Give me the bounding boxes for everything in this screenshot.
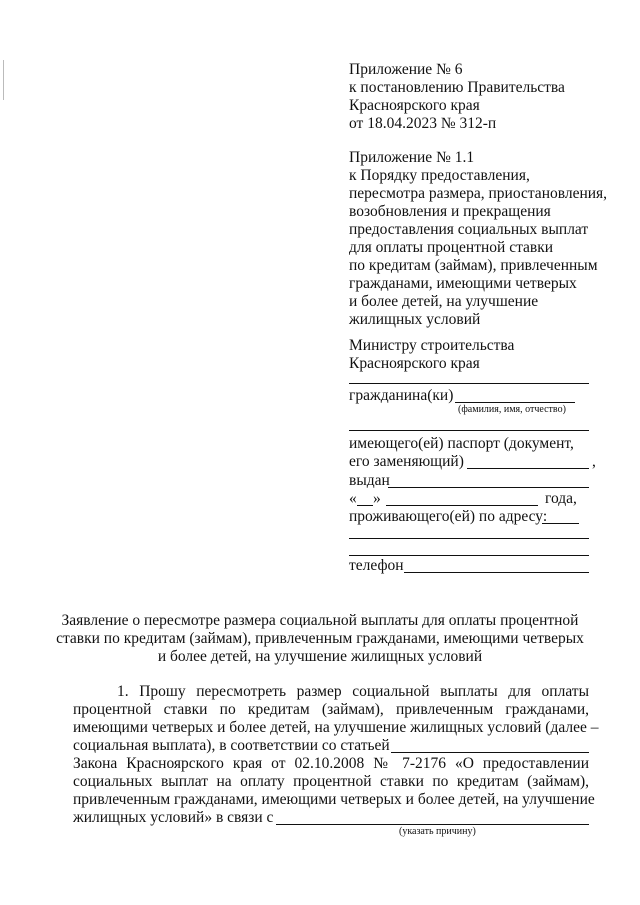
body-line: социальная выплата), в соответствии со статьей: [73, 737, 390, 754]
phone-label: телефон: [349, 557, 404, 574]
fio-hint: (фамилия, имя, отчество): [458, 404, 566, 415]
appendix2-line: к Порядку предоставления,: [349, 167, 530, 184]
scan-mark: [3, 60, 4, 100]
addressee-line: Министру строительства: [349, 337, 515, 354]
residing-label: проживающего(ей) по адресу:: [349, 508, 548, 525]
blank-line[interactable]: [349, 430, 589, 431]
issued-label: выдан: [349, 472, 390, 489]
body-line: 1. Прошу пересмотреть размер социальной выплаты для оплаты: [117, 683, 589, 700]
body-line: процентной ставки по кредитам (займам), привлеченным гражданами,: [73, 701, 589, 718]
citizen-label: гражданина(ки): [349, 387, 454, 404]
reason-field[interactable]: [276, 824, 589, 825]
appendix2-line: жилищных условий: [349, 311, 481, 328]
citizen-name-field[interactable]: [455, 402, 575, 403]
appendix2-line: по кредитам (займам), привлеченным: [349, 257, 598, 274]
appendix2-line: возобновления и прекращения: [349, 203, 551, 220]
quote-close: »: [373, 490, 381, 507]
appendix-date: от 18.04.2023 № 312-п: [349, 115, 497, 132]
phone-field[interactable]: [404, 572, 589, 573]
quote-open: «: [349, 490, 357, 507]
blank-line[interactable]: [349, 383, 589, 384]
reason-hint: (указать причину): [399, 826, 476, 837]
appendix2-line: для оплаты процентной ставки: [349, 239, 554, 256]
title-line: и более детей, на улучшение жилищных условий: [157, 648, 483, 665]
appendix-region: Красноярского края: [349, 97, 480, 114]
body-line: Закона Красноярского края от 02.10.2008 № 7-2176 «О предоставлении: [73, 755, 589, 772]
address-field-3[interactable]: [349, 555, 589, 556]
address-field-2[interactable]: [349, 538, 589, 539]
address-field[interactable]: [542, 523, 579, 524]
appendix2-line: и более детей, на улучшение: [349, 293, 539, 310]
passport-label-2: его заменяющий): [349, 453, 464, 470]
year-label: года,: [545, 490, 577, 507]
appendix2-line: предоставления социальных выплат: [349, 221, 589, 238]
title-line: ставки по кредитам (займам), привлеченным гражданами, имеющими четверых: [56, 630, 584, 647]
appendix-decree: к постановлению Правительства: [349, 79, 565, 96]
appendix2-line: пересмотра размера, приостановления,: [349, 185, 608, 202]
body-line: имеющими четверых и более детей, на улучшение жилищных условий (далее –: [73, 719, 599, 736]
appendix2-line: гражданами, имеющими четверых: [349, 275, 577, 292]
title-line: Заявление о пересмотре размера социальной выплаты для оплаты процентной: [61, 612, 579, 629]
passport-field[interactable]: [467, 468, 589, 469]
month-field[interactable]: [386, 505, 538, 506]
issued-field[interactable]: [388, 487, 589, 488]
passport-label: имеющего(ей) паспорт (документ,: [349, 435, 574, 452]
body-line: привлеченным гражданами, имеющими четверых и более детей, на улучшение: [73, 791, 595, 808]
article-field[interactable]: [391, 752, 589, 753]
day-field[interactable]: [357, 505, 373, 506]
body-line: социальных выплат на оплату процентной ставки по кредитам (займам),: [73, 773, 589, 790]
appendix-number: Приложение № 6: [349, 61, 463, 78]
addressee-line: Красноярского края: [349, 355, 480, 372]
appendix2-line: Приложение № 1.1: [349, 149, 475, 166]
body-line: жилищных условий» в связи с: [73, 809, 274, 826]
comma: ,: [592, 453, 596, 470]
